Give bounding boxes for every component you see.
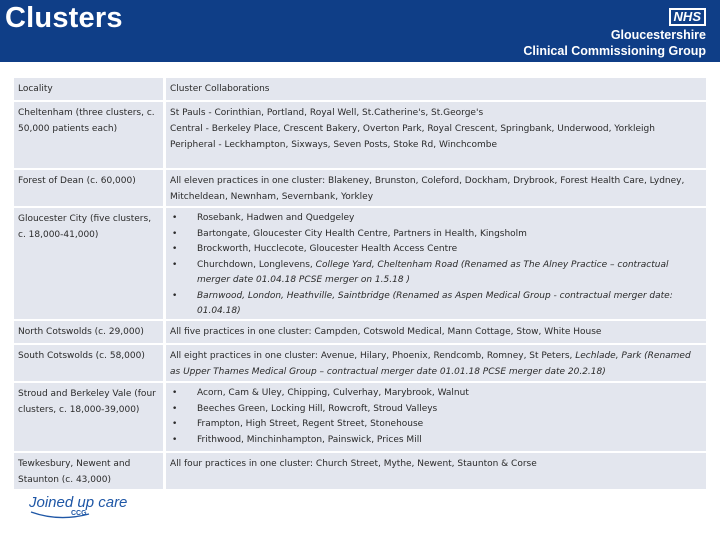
list-item-text: Rosebank, Hadwen and Quedgeley [197, 213, 355, 223]
list-item [170, 227, 702, 243]
header-bar [0, 0, 720, 62]
list-item-text: Brockworth, Hucclecote, Gloucester Health Access Centre [197, 244, 458, 254]
list-item-text: Churchdown, Longlevens, [197, 259, 316, 270]
table-row [14, 321, 706, 343]
locality-cell: Stroud and Berkeley Vale (four clusters, c. 18,000-39,000) [14, 383, 163, 451]
collaboration-cell [166, 345, 706, 381]
list-item [170, 433, 702, 449]
collaboration-cell: All eleven practices in one cluster: Blakeney, Brunston, Coleford, Dockham, Drybrook, Forest Health Care, Lydney, Mitcheldean, Newnham, Severnbank, Yorkley [166, 170, 706, 206]
collaboration-italic-text: Lechlade, Park (Renamed as Upper Thames Medical Group – contractual merger date 01.01.18 PCSE merger date 20.2.18) [170, 351, 691, 377]
table-row [14, 102, 706, 168]
list-item [170, 258, 702, 289]
list-item [170, 211, 702, 227]
bullet-icon: • [172, 259, 178, 270]
table-row [14, 208, 706, 319]
table-row [14, 453, 706, 489]
list-item-text: Acorn, Cam & Uley, Chipping, Culverhay, Marybrook, Walnut [197, 388, 469, 398]
list-item [170, 289, 702, 320]
bullet-icon: • [172, 290, 178, 301]
cluster-line: St Pauls - Corinthian, Portland, Royal Well, St.Catherine's, St.George's [170, 108, 484, 118]
collaboration-cell [166, 208, 706, 319]
list-item [170, 242, 702, 258]
list-item [170, 417, 702, 433]
locality-cell: Gloucester City (five clusters, c. 18,000-41,000) [14, 208, 163, 319]
column-header-collaborations: Cluster Collaborations [166, 78, 706, 100]
cluster-line: Central - Berkeley Place, Crescent Bakery, Overton Park, Royal Crescent, Springbank, Underwood, Yorkleigh [170, 124, 655, 134]
locality-cell: South Cotswolds (c. 58,000) [14, 345, 163, 381]
bullet-icon: • [172, 244, 178, 254]
bullet-icon: • [172, 213, 178, 223]
locality-cell: North Cotswolds (c. 29,000) [14, 321, 163, 343]
bullet-icon: • [172, 434, 178, 445]
list-item-text: Beeches Green, Locking Hill, Rowcroft, Stroud Valleys [197, 403, 438, 414]
cluster-line: Peripheral - Leckhampton, Sixways, Seven Posts, Stoke Rd, Winchcombe [170, 140, 498, 150]
locality-cell: Cheltenham (three clusters, c. 50,000 patients each) [14, 102, 163, 168]
table-row [14, 345, 706, 381]
cluster-bullet-list [170, 386, 702, 448]
nhs-badge: NHS [669, 8, 706, 26]
locality-cell: Tewkesbury, Newent and Staunton (c. 43,000) [14, 453, 163, 489]
table-row [14, 170, 706, 206]
bullet-icon: • [172, 419, 178, 429]
list-item-italic-text: Barnwood, London, Heathville, Saintbridge (Renamed as Aspen Medical Group - contractual merger date: 01.04.18) [197, 290, 673, 316]
bullet-icon: • [172, 388, 178, 398]
list-item-italic-text: College Yard, Cheltenham Road (Renamed as The Alney Practice – contractual merger date 01.04.18 PCSE merger on 1.5.18 ) [197, 259, 669, 285]
cluster-bullet-list [170, 211, 702, 320]
locality-cell: Forest of Dean (c. 60,000) [14, 170, 163, 206]
bullet-icon: • [172, 228, 178, 239]
nhs-logo [523, 8, 706, 59]
list-item-text: Frampton, High Street, Regent Street, Stonehouse [197, 419, 424, 429]
org-name-line1: Gloucestershire [610, 28, 706, 42]
collaboration-text: All eight practices in one cluster: Avenue, Hilary, Phoenix, Rendcomb, Romney, St Peters, [170, 351, 576, 361]
page-title: Clusters [5, 2, 123, 34]
bullet-icon: • [172, 403, 178, 414]
collaboration-cell: All five practices in one cluster: Campden, Cotswold Medical, Mann Cottage, Stow, White House [166, 321, 706, 343]
joined-up-care-logo [29, 492, 128, 517]
table-row [14, 383, 706, 451]
list-item [170, 402, 702, 418]
joined-up-care-text: Joined up care [29, 494, 128, 511]
list-item [170, 386, 702, 402]
collaboration-cell [166, 383, 706, 451]
clusters-table [14, 78, 706, 491]
column-header-locality: Locality [14, 78, 163, 100]
collaboration-cell [166, 102, 706, 168]
collaboration-cell: All four practices in one cluster: Church Street, Mythe, Newent, Staunton & Corse [166, 453, 706, 489]
list-item-text: Frithwood, Minchinhampton, Painswick, Prices Mill [197, 434, 422, 445]
list-item-text: Bartongate, Gloucester City Health Centre, Partners in Health, Kingsholm [197, 228, 527, 239]
table-header-row [14, 78, 706, 100]
org-name-line2: Clinical Commissioning Group [523, 44, 706, 58]
ccg-label: CCG [71, 510, 87, 517]
